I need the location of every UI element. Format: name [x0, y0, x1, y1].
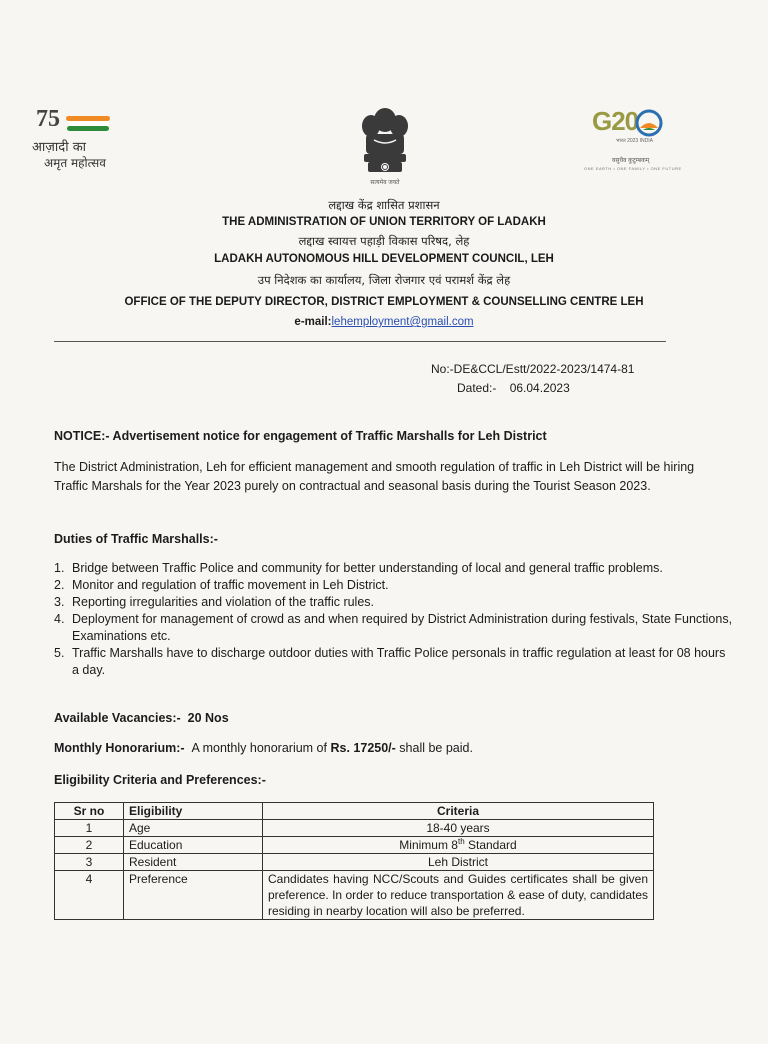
azadi-logo-line1: आज़ादी का: [32, 140, 87, 155]
g20-motto-en: ONE EARTH • ONE FAMILY • ONE FUTURE: [584, 166, 682, 171]
list-item: [54, 577, 734, 594]
vacancies-label: Available Vacancies:-: [54, 711, 181, 725]
email-label: e-mail:: [294, 316, 332, 328]
cell-sr: 4: [55, 871, 124, 920]
vacancies-value: 20 Nos: [187, 711, 229, 725]
criteria-text: Minimum 8: [399, 838, 458, 852]
list-item-number: 2.: [54, 578, 65, 592]
g20-logo: [582, 104, 682, 176]
azadi-logo-number: 75: [36, 106, 60, 132]
lotus-globe-icon: [634, 108, 664, 138]
header-email-line: [0, 316, 768, 328]
duties-list: [54, 560, 734, 679]
column-header-criteria: Criteria: [263, 803, 654, 820]
duties-heading: Duties of Traffic Marshalls:-: [54, 532, 218, 546]
cell-criteria: [263, 837, 654, 854]
header-line3-hindi: लद्दाख स्वायत्त पहाड़ी विकास परिषद, लेह: [298, 234, 470, 248]
list-item-text: Reporting irregularities and violation of the traffic rules.: [72, 595, 375, 609]
header-line1-hindi: लद्दाख केंद्र शासित प्रशासन: [328, 198, 440, 212]
date-value: 06.04.2023: [509, 381, 570, 395]
eligibility-table: [54, 802, 654, 920]
cell-criteria: 18-40 years: [263, 820, 654, 837]
column-header-sr-no: Sr no: [55, 803, 124, 820]
lion-capital-icon: [356, 104, 414, 178]
header-administration: THE ADMINISTRATION OF UNION TERRITORY OF LADAKH: [222, 216, 546, 228]
vacancies-line: [54, 711, 229, 725]
email-link[interactable]: lehemployment@gmail.com: [331, 316, 474, 328]
azadi-logo-line2: अमृत महोत्सव: [44, 156, 106, 170]
reference-date: [457, 381, 570, 395]
list-item-text: Traffic Marshalls have to discharge outdoor duties with Traffic Police personals in traffic regulation at least for 08 hours a day.: [72, 646, 726, 677]
g20-motto: वसुधैव कुटुम्बकम्: [612, 158, 650, 164]
table-row: [55, 871, 654, 920]
honorarium-text-before: A monthly honorarium of: [191, 741, 327, 755]
list-item-number: 5.: [54, 646, 65, 660]
honorarium-text-after: shall be paid.: [399, 741, 473, 755]
table-row: [55, 854, 654, 871]
cell-eligibility: Age: [124, 820, 263, 837]
list-item-text: Bridge between Traffic Police and community for better understanding of local and general traffic problems.: [72, 561, 663, 575]
list-item: [54, 560, 734, 577]
tricolour-icon: [66, 116, 112, 132]
list-item-number: 1.: [54, 561, 65, 575]
dated-label: Dated:-: [457, 381, 497, 395]
cell-eligibility: Education: [124, 837, 263, 854]
list-item-number: 3.: [54, 595, 65, 609]
cell-eligibility: Resident: [124, 854, 263, 871]
honorarium-label: Monthly Honorarium:-: [54, 741, 185, 755]
criteria-superscript: th: [457, 837, 465, 846]
honorarium-line: [54, 741, 473, 755]
cell-sr: 2: [55, 837, 124, 854]
table-header-row: [55, 803, 654, 820]
notice-title: NOTICE:- Advertisement notice for engagement of Traffic Marshalls for Leh District: [54, 429, 547, 443]
g20-text: G20: [592, 106, 639, 136]
list-item-text: Monitor and regulation of traffic movement in Leh District.: [72, 578, 389, 592]
eligibility-heading: Eligibility Criteria and Preferences:-: [54, 773, 266, 787]
cell-sr: 3: [55, 854, 124, 871]
cell-eligibility: Preference: [124, 871, 263, 920]
table-row: [55, 820, 654, 837]
honorarium-amount: Rs. 17250/-: [330, 741, 396, 755]
list-item: [54, 645, 734, 679]
criteria-text-post: Standard: [464, 838, 517, 852]
header-council: LADAKH AUTONOMOUS HILL DEVELOPMENT COUNCIL, LEH: [214, 253, 554, 265]
header-office: OFFICE OF THE DEPUTY DIRECTOR, DISTRICT EMPLOYMENT & COUNSELLING CENTRE LEH: [124, 296, 644, 308]
azadi-ka-amrit-mahotsav-logo: [30, 106, 140, 168]
g20-sub: भारत 2023 INDIA: [616, 138, 653, 144]
list-item: [54, 611, 734, 645]
list-item-number: 4.: [54, 612, 65, 626]
column-header-eligibility: Eligibility: [124, 803, 263, 820]
state-emblem-logo: [356, 104, 414, 190]
list-item: [54, 594, 734, 611]
header-divider: [54, 341, 666, 342]
emblem-motto: सत्यमेव जयते: [370, 180, 400, 186]
list-item-text: Deployment for management of crowd as and when required by District Administration during festivals, State Functions, Examinations etc.: [72, 612, 733, 643]
cell-sr: 1: [55, 820, 124, 837]
table-row: [55, 837, 654, 854]
reference-number: No:-DE&CCL/Estt/2022-2023/1474-81: [431, 362, 635, 376]
cell-criteria: Candidates having NCC/Scouts and Guides certificates shall be given preference. In order to reduce transportation & ease of duty, candidates residing in nearby location will also be preferred.: [263, 871, 654, 920]
cell-criteria: Leh District: [263, 854, 654, 871]
notice-paragraph: The District Administration, Leh for efficient management and smooth regulation of traffic in Leh District will be hiring Traffic Marshals for the Year 2023 purely on contractual and seasonal basis during the Tourist Season 2023.: [54, 460, 695, 493]
header-line5-hindi: उप निदेशक का कार्यालय, जिला रोजगार एवं परामर्श केंद्र लेह: [257, 273, 511, 287]
